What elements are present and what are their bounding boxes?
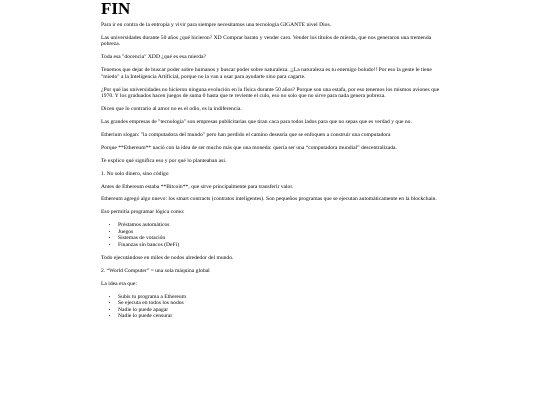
list-item: • Juegos [118,229,441,236]
paragraph: La idea era que: [101,280,137,287]
bullet-list [101,222,441,248]
list-item: • Subís tu programa a Ethereum [118,294,441,301]
list-item: • Sistemas de votación [118,235,441,242]
paragraph: Dicen que lo contrario al amor no es el odio, es la indiferencia. [101,106,242,113]
paragraph: Todo ejecutándose en miles de nodos alrededor del mundo. [101,254,234,261]
paragraph: Te explico qué significa eso y por qué lo planteaban así. [101,157,227,164]
list-item: • Préstamos automáticos [118,222,441,229]
paragraph: Tenemos que dejar de buscar poder sobre humanos y buscar poder sobre naturaleza. ¡¡La naturaleza es tu enemigo boludo!! Por eso la gente le tiene "miedo" a la Inteligencia Artificial, porque no la van a usar para ayudarte sino para cagarte. [101,67,432,80]
paragraph: Ethereum agregó algo nuevo: los smart contracts (contratos inteligentes). Son pequeños programas que se ejecutan automáticamente en la blockchain. [101,196,437,203]
list-item: • Nadie lo puede apagar [118,307,441,314]
paragraph: Toda esa "docencia" XDD ¿qué es esa mierda? [101,54,206,61]
list-item: • Finanzas sin bancos (DeFi) [118,242,441,249]
document-page [101,0,441,326]
paragraph: Eso permitía programar lógica como: [101,209,185,216]
paragraph: Etherium slogan: "la computadora del mundo" pero han perdido el camino desearía que se enfoquen a construir una computadora [101,132,391,139]
paragraph: Las universidades durante 50 años ¿qué hicieron? XD Comprar barato y vender caro. Vender los títulos de mierda, que nos generaron una tremenda pobreza. [101,34,432,48]
paragraph: Antes de Ethereum estaba **Bitcoin**, que sirve principalmente para transferir valor. [101,183,294,190]
paragraph: ¿Por qué las universidades no hicieron ninguna evolución en la física durante 50 años? Porque son una estafa, por eso tenemos los mismos aviones que 1970. Y los graduados hacen juegos de suma 0 hasta que te reviente el culo, eso no solo que no sirve para nada genera pobreza. [101,86,440,100]
bullet-list [101,294,441,320]
section-heading: 2. “World Computer” = una sola máquina global [101,267,210,274]
list-item: • Se ejecuta en todos los nodos [118,300,441,307]
list-item: • Nadie lo puede censurar [118,313,441,320]
paragraph: Las grandes empresas de "tecnología" son empresas publicitarias que tiran caca para todos lados para que no sepas que es verdad y que no. [101,119,412,126]
paragraph: Para ir en contra de la entropía y vivir para siempre necesitamos una tecnología GIGANTE nivel Dios. [101,22,332,28]
section-heading: 1. No solo dinero, sino código [101,170,169,177]
page-title: FIN [101,0,131,18]
paragraph: Porque **Ethereum** nació con la idea de ser mucho más que una moneda: quería ser una “computadora mundial” descentralizada. [101,144,397,151]
